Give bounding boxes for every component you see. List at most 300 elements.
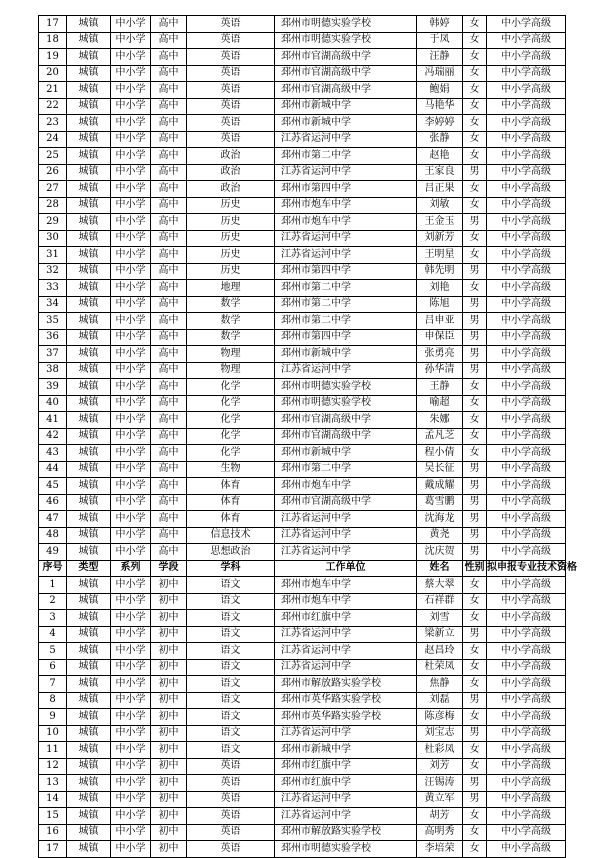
cell-name: 喻超: [417, 395, 463, 412]
cell-name: 杜彩凤: [417, 742, 463, 759]
cell-name: 刘芳: [417, 758, 463, 775]
cell-name: 张静: [417, 131, 463, 148]
cell-qualification: 中小学高级: [487, 775, 566, 792]
cell-qualification: 中小学高级: [487, 527, 566, 544]
cell-stage: 初中: [151, 577, 187, 594]
cell-series: 中小学: [111, 32, 151, 49]
cell-name: 高明秀: [417, 824, 463, 841]
cell-series: 中小学: [111, 709, 151, 726]
cell-workplace: 江苏省运河中学: [275, 791, 417, 808]
cell-type: 城镇: [67, 610, 111, 627]
cell-index: 40: [39, 395, 67, 412]
cell-name: 赵艳: [417, 148, 463, 165]
cell-type: 城镇: [67, 16, 111, 33]
cell-qualification: 中小学高级: [487, 577, 566, 594]
table-row: [39, 461, 566, 478]
cell-index: 8: [39, 692, 67, 709]
cell-type: 城镇: [67, 824, 111, 841]
cell-workplace: 工作单位: [275, 560, 417, 577]
cell-type: 城镇: [67, 181, 111, 198]
cell-subject: 地理: [187, 280, 275, 297]
cell-index: 13: [39, 775, 67, 792]
cell-series: 中小学: [111, 148, 151, 165]
cell-qualification: 中小学高级: [487, 181, 566, 198]
cell-gender: 女: [463, 742, 487, 759]
cell-stage: 高中: [151, 32, 187, 49]
cell-workplace: 邳州市明德实验学校: [275, 395, 417, 412]
cell-qualification: 中小学高级: [487, 461, 566, 478]
cell-subject: 英语: [187, 115, 275, 132]
cell-index: 39: [39, 379, 67, 396]
cell-index: 47: [39, 511, 67, 528]
cell-index: 2: [39, 593, 67, 610]
table-row: [39, 643, 566, 660]
cell-series: 中小学: [111, 511, 151, 528]
table-row: [39, 247, 566, 264]
cell-subject: 政治: [187, 148, 275, 165]
cell-workplace: 邳州市官湖高级中学: [275, 82, 417, 99]
cell-type: 城镇: [67, 131, 111, 148]
cell-qualification: 中小学高级: [487, 395, 566, 412]
table-row: [39, 742, 566, 759]
cell-name: 冯瑞丽: [417, 65, 463, 82]
cell-stage: 初中: [151, 725, 187, 742]
cell-type: 城镇: [67, 313, 111, 330]
table-row: [39, 428, 566, 445]
cell-workplace: 邳州市明德实验学校: [275, 32, 417, 49]
cell-subject: 英语: [187, 841, 275, 858]
cell-index: 11: [39, 742, 67, 759]
cell-qualification: 中小学高级: [487, 263, 566, 280]
cell-name: 杜荣凤: [417, 659, 463, 676]
cell-name: 吴长征: [417, 461, 463, 478]
cell-index: 30: [39, 230, 67, 247]
cell-name: 胡芳: [417, 808, 463, 825]
table-row: [39, 527, 566, 544]
cell-series: 中小学: [111, 230, 151, 247]
cell-stage: 高中: [151, 263, 187, 280]
cell-name: 梁新立: [417, 626, 463, 643]
cell-series: 系列: [111, 560, 151, 577]
cell-stage: 初中: [151, 593, 187, 610]
cell-index: 18: [39, 32, 67, 49]
cell-index: 19: [39, 49, 67, 66]
cell-qualification: 中小学高级: [487, 197, 566, 214]
cell-workplace: 邳州市第二中学: [275, 280, 417, 297]
cell-stage: 初中: [151, 758, 187, 775]
cell-index: 25: [39, 148, 67, 165]
table-row: [39, 412, 566, 429]
table-row: [39, 49, 566, 66]
table-row: [39, 511, 566, 528]
cell-index: 46: [39, 494, 67, 511]
cell-index: 22: [39, 98, 67, 115]
cell-type: 城镇: [67, 362, 111, 379]
cell-qualification: 中小学高级: [487, 758, 566, 775]
table-row: [39, 676, 566, 693]
cell-stage: 高中: [151, 313, 187, 330]
cell-name: 姓名: [417, 560, 463, 577]
table-row: [39, 148, 566, 165]
cell-series: 中小学: [111, 280, 151, 297]
cell-name: 王静: [417, 379, 463, 396]
cell-index: 20: [39, 65, 67, 82]
cell-workplace: 邳州市红旗中学: [275, 610, 417, 627]
cell-index: 29: [39, 214, 67, 231]
cell-series: 中小学: [111, 742, 151, 759]
cell-gender: 男: [463, 511, 487, 528]
cell-series: 中小学: [111, 692, 151, 709]
cell-index: 33: [39, 280, 67, 297]
cell-stage: 初中: [151, 775, 187, 792]
cell-index: 6: [39, 659, 67, 676]
cell-qualification: 中小学高级: [487, 362, 566, 379]
cell-name: 于凤: [417, 32, 463, 49]
cell-workplace: 邳州市第四中学: [275, 329, 417, 346]
table-row: [39, 775, 566, 792]
cell-series: 中小学: [111, 395, 151, 412]
cell-name: 吕正果: [417, 181, 463, 198]
cell-stage: 高中: [151, 214, 187, 231]
cell-subject: 历史: [187, 197, 275, 214]
cell-name: 马艳华: [417, 98, 463, 115]
cell-stage: 高中: [151, 362, 187, 379]
cell-type: 类型: [67, 560, 111, 577]
cell-name: 申保臣: [417, 329, 463, 346]
cell-subject: 数学: [187, 329, 275, 346]
cell-series: 中小学: [111, 461, 151, 478]
cell-gender: 女: [463, 115, 487, 132]
cell-qualification: 中小学高级: [487, 511, 566, 528]
cell-name: 李培荣: [417, 841, 463, 858]
cell-series: 中小学: [111, 841, 151, 858]
cell-stage: 初中: [151, 791, 187, 808]
cell-stage: 高中: [151, 346, 187, 363]
cell-qualification: 中小学高级: [487, 445, 566, 462]
cell-subject: 英语: [187, 49, 275, 66]
cell-series: 中小学: [111, 758, 151, 775]
cell-gender: 女: [463, 98, 487, 115]
cell-index: 1: [39, 577, 67, 594]
table-row: [39, 346, 566, 363]
cell-qualification: 中小学高级: [487, 115, 566, 132]
cell-name: 沈庆贺: [417, 544, 463, 561]
cell-stage: 初中: [151, 742, 187, 759]
cell-qualification: 中小学高级: [487, 148, 566, 165]
cell-qualification: 中小学高级: [487, 626, 566, 643]
cell-qualification: 拟申报专业技术资格: [487, 560, 566, 577]
cell-stage: 高中: [151, 478, 187, 495]
table-row: [39, 379, 566, 396]
cell-series: 中小学: [111, 577, 151, 594]
cell-type: 城镇: [67, 577, 111, 594]
cell-workplace: 邳州市新城中学: [275, 98, 417, 115]
cell-stage: 高中: [151, 247, 187, 264]
cell-name: 沈海龙: [417, 511, 463, 528]
cell-type: 城镇: [67, 659, 111, 676]
cell-subject: 历史: [187, 214, 275, 231]
cell-subject: 英语: [187, 758, 275, 775]
roster-table: [38, 15, 577, 858]
cell-qualification: 中小学高级: [487, 725, 566, 742]
cell-name: 焦静: [417, 676, 463, 693]
cell-stage: 高中: [151, 395, 187, 412]
cell-series: 中小学: [111, 643, 151, 660]
cell-gender: 男: [463, 494, 487, 511]
table-row: [39, 263, 566, 280]
cell-series: 中小学: [111, 659, 151, 676]
cell-workplace: 邳州市炮车中学: [275, 577, 417, 594]
cell-name: 孟凡芝: [417, 428, 463, 445]
cell-subject: 体育: [187, 511, 275, 528]
cell-stage: 初中: [151, 841, 187, 858]
cell-series: 中小学: [111, 296, 151, 313]
cell-qualification: 中小学高级: [487, 824, 566, 841]
cell-gender: 男: [463, 544, 487, 561]
cell-type: 城镇: [67, 544, 111, 561]
cell-type: 城镇: [67, 676, 111, 693]
cell-stage: 高中: [151, 544, 187, 561]
cell-gender: 女: [463, 758, 487, 775]
cell-name: 程小倩: [417, 445, 463, 462]
cell-qualification: 中小学高级: [487, 428, 566, 445]
cell-qualification: 中小学高级: [487, 610, 566, 627]
table-row: [39, 659, 566, 676]
cell-workplace: 江苏省运河中学: [275, 544, 417, 561]
cell-type: 城镇: [67, 643, 111, 660]
cell-type: 城镇: [67, 247, 111, 264]
table-row: [39, 98, 566, 115]
cell-stage: 高中: [151, 280, 187, 297]
table-row: [39, 65, 566, 82]
cell-workplace: 江苏省运河中学: [275, 247, 417, 264]
cell-stage: 初中: [151, 676, 187, 693]
cell-gender: 女: [463, 841, 487, 858]
cell-name: 刘雪: [417, 610, 463, 627]
table-row: [39, 181, 566, 198]
cell-type: 城镇: [67, 98, 111, 115]
cell-series: 中小学: [111, 494, 151, 511]
cell-series: 中小学: [111, 445, 151, 462]
cell-workplace: 江苏省运河中学: [275, 643, 417, 660]
cell-series: 中小学: [111, 775, 151, 792]
cell-subject: 语文: [187, 676, 275, 693]
cell-gender: 女: [463, 412, 487, 429]
cell-gender: 女: [463, 280, 487, 297]
cell-type: 城镇: [67, 395, 111, 412]
cell-stage: 初中: [151, 626, 187, 643]
cell-name: 陈彦梅: [417, 709, 463, 726]
cell-name: 王家良: [417, 164, 463, 181]
table-row: [39, 841, 566, 858]
cell-index: 序号: [39, 560, 67, 577]
cell-gender: 女: [463, 181, 487, 198]
cell-type: 城镇: [67, 148, 111, 165]
cell-series: 中小学: [111, 16, 151, 33]
table-row: [39, 82, 566, 99]
cell-stage: 高中: [151, 131, 187, 148]
cell-series: 中小学: [111, 329, 151, 346]
cell-type: 城镇: [67, 511, 111, 528]
cell-stage: 高中: [151, 379, 187, 396]
table-row: [39, 626, 566, 643]
cell-workplace: 邳州市英华路实验学校: [275, 709, 417, 726]
cell-index: 32: [39, 263, 67, 280]
cell-gender: 女: [463, 395, 487, 412]
cell-workplace: 邳州市新城中学: [275, 742, 417, 759]
cell-series: 中小学: [111, 725, 151, 742]
cell-index: 17: [39, 16, 67, 33]
cell-qualification: 中小学高级: [487, 494, 566, 511]
cell-index: 24: [39, 131, 67, 148]
cell-series: 中小学: [111, 676, 151, 693]
cell-index: 16: [39, 824, 67, 841]
cell-qualification: 中小学高级: [487, 131, 566, 148]
cell-subject: 化学: [187, 379, 275, 396]
cell-type: 城镇: [67, 626, 111, 643]
cell-stage: 高中: [151, 494, 187, 511]
cell-workplace: 江苏省运河中学: [275, 511, 417, 528]
cell-gender: 男: [463, 296, 487, 313]
cell-series: 中小学: [111, 527, 151, 544]
cell-qualification: 中小学高级: [487, 412, 566, 429]
cell-stage: 高中: [151, 181, 187, 198]
cell-qualification: 中小学高级: [487, 841, 566, 858]
cell-workplace: 邳州市红旗中学: [275, 775, 417, 792]
cell-workplace: 邳州市官湖高级中学: [275, 412, 417, 429]
cell-subject: 英语: [187, 98, 275, 115]
cell-series: 中小学: [111, 626, 151, 643]
cell-workplace: 邳州市明德实验学校: [275, 379, 417, 396]
cell-workplace: 江苏省运河中学: [275, 527, 417, 544]
cell-series: 中小学: [111, 49, 151, 66]
table-row: [39, 313, 566, 330]
cell-series: 中小学: [111, 263, 151, 280]
cell-index: 36: [39, 329, 67, 346]
cell-gender: 男: [463, 725, 487, 742]
cell-gender: 女: [463, 131, 487, 148]
cell-qualification: 中小学高级: [487, 32, 566, 49]
cell-index: 43: [39, 445, 67, 462]
cell-subject: 政治: [187, 164, 275, 181]
table-row: [39, 445, 566, 462]
cell-type: 城镇: [67, 379, 111, 396]
cell-stage: 高中: [151, 296, 187, 313]
cell-series: 中小学: [111, 824, 151, 841]
cell-qualification: 中小学高级: [487, 593, 566, 610]
cell-subject: 语文: [187, 610, 275, 627]
table-row: [39, 725, 566, 742]
cell-subject: 英语: [187, 824, 275, 841]
table-row: [39, 610, 566, 627]
cell-subject: 生物: [187, 461, 275, 478]
cell-stage: 高中: [151, 115, 187, 132]
cell-index: 3: [39, 610, 67, 627]
cell-qualification: 中小学高级: [487, 82, 566, 99]
cell-workplace: 江苏省运河中学: [275, 230, 417, 247]
cell-stage: 高中: [151, 148, 187, 165]
table-row: [39, 164, 566, 181]
cell-subject: 语文: [187, 659, 275, 676]
cell-index: 41: [39, 412, 67, 429]
cell-stage: 初中: [151, 610, 187, 627]
cell-workplace: 江苏省运河中学: [275, 131, 417, 148]
cell-qualification: 中小学高级: [487, 709, 566, 726]
cell-qualification: 中小学高级: [487, 49, 566, 66]
cell-stage: 高中: [151, 230, 187, 247]
cell-stage: 高中: [151, 98, 187, 115]
cell-subject: 历史: [187, 247, 275, 264]
cell-gender: 男: [463, 263, 487, 280]
cell-gender: 女: [463, 676, 487, 693]
cell-workplace: 邳州市第二中学: [275, 148, 417, 165]
table-row: [39, 709, 566, 726]
table-row: [39, 280, 566, 297]
cell-qualification: 中小学高级: [487, 296, 566, 313]
cell-name: 王金玉: [417, 214, 463, 231]
cell-name: 蔡大翠: [417, 577, 463, 594]
cell-index: 35: [39, 313, 67, 330]
table-row: [39, 296, 566, 313]
cell-subject: 语文: [187, 709, 275, 726]
cell-name: 李婷婷: [417, 115, 463, 132]
cell-name: 陈旭: [417, 296, 463, 313]
cell-series: 中小学: [111, 131, 151, 148]
cell-stage: 初中: [151, 709, 187, 726]
table-row: [39, 758, 566, 775]
cell-name: 汪锡涛: [417, 775, 463, 792]
cell-gender: 男: [463, 626, 487, 643]
cell-workplace: 邳州市官湖高级中学: [275, 428, 417, 445]
cell-series: 中小学: [111, 98, 151, 115]
cell-gender: 女: [463, 230, 487, 247]
cell-gender: 女: [463, 808, 487, 825]
cell-type: 城镇: [67, 65, 111, 82]
cell-series: 中小学: [111, 808, 151, 825]
cell-stage: 高中: [151, 412, 187, 429]
cell-name: 黄尧: [417, 527, 463, 544]
cell-workplace: 邳州市第二中学: [275, 313, 417, 330]
cell-subject: 物理: [187, 346, 275, 363]
cell-type: 城镇: [67, 445, 111, 462]
cell-type: 城镇: [67, 775, 111, 792]
cell-workplace: 邳州市炮车中学: [275, 197, 417, 214]
cell-index: 38: [39, 362, 67, 379]
cell-index: 37: [39, 346, 67, 363]
cell-gender: 女: [463, 16, 487, 33]
cell-type: 城镇: [67, 461, 111, 478]
cell-series: 中小学: [111, 247, 151, 264]
cell-type: 城镇: [67, 709, 111, 726]
cell-series: 中小学: [111, 379, 151, 396]
cell-workplace: 邳州市第四中学: [275, 263, 417, 280]
cell-gender: 女: [463, 49, 487, 66]
cell-qualification: 中小学高级: [487, 247, 566, 264]
cell-subject: 语文: [187, 742, 275, 759]
cell-index: 45: [39, 478, 67, 495]
cell-name: 张勇亮: [417, 346, 463, 363]
cell-type: 城镇: [67, 758, 111, 775]
cell-subject: 语文: [187, 725, 275, 742]
cell-stage: 高中: [151, 65, 187, 82]
table-row: [39, 16, 566, 33]
cell-type: 城镇: [67, 296, 111, 313]
cell-gender: 女: [463, 247, 487, 264]
cell-stage: 高中: [151, 329, 187, 346]
cell-series: 中小学: [111, 313, 151, 330]
cell-subject: 数学: [187, 296, 275, 313]
table-row: [39, 230, 566, 247]
